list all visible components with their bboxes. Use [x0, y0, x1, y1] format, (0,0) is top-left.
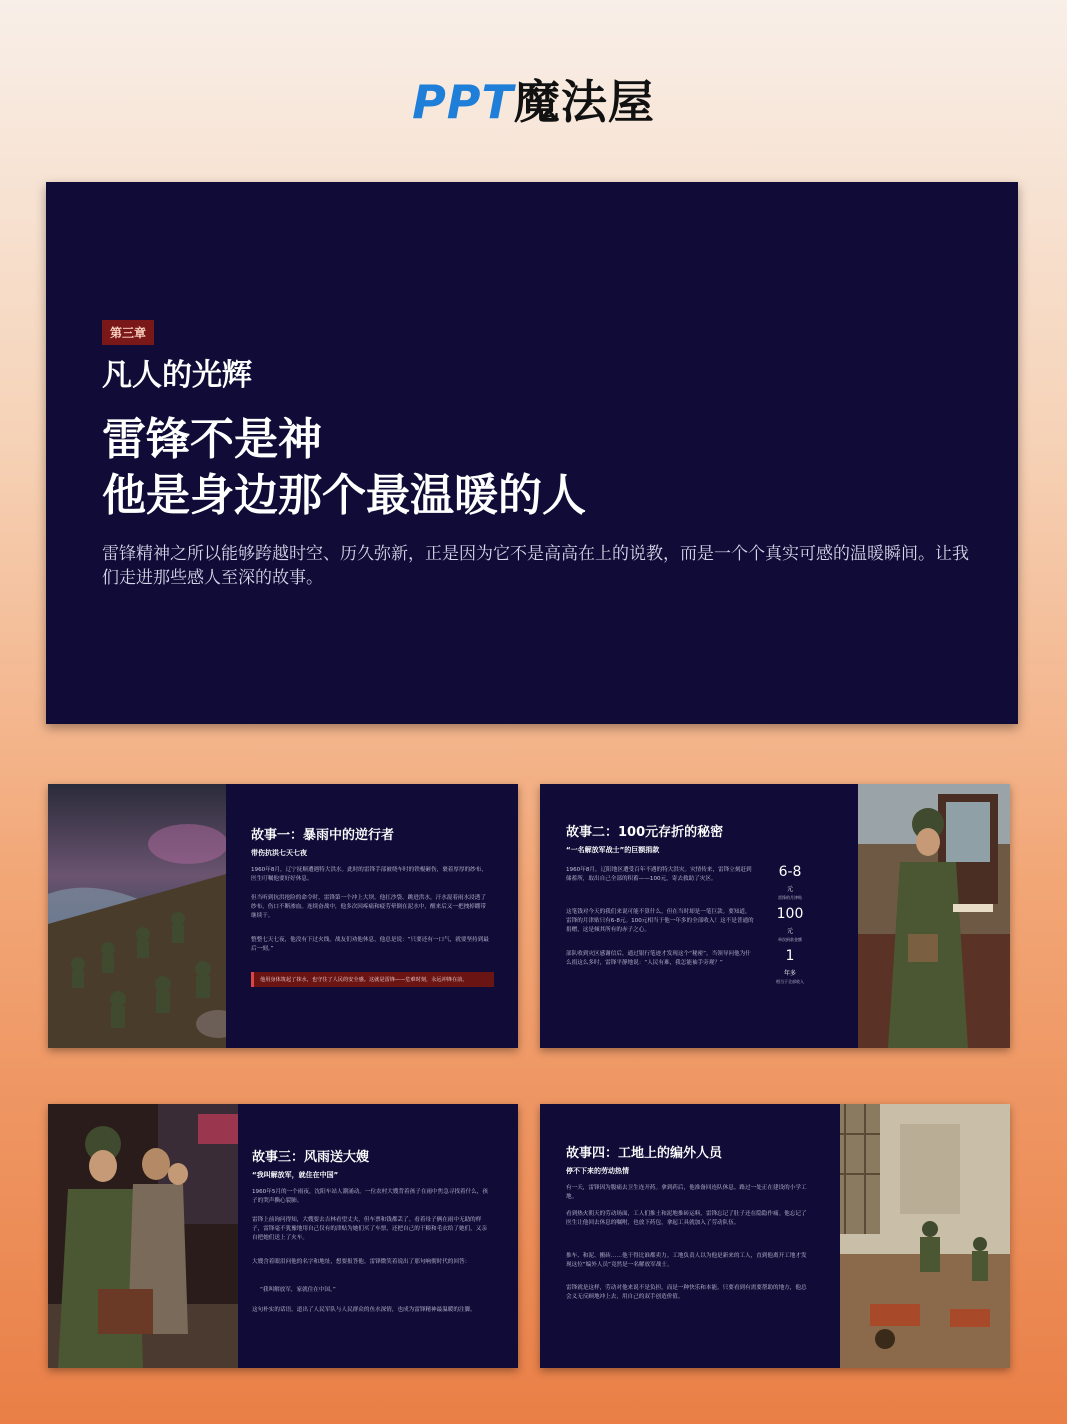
story1-image — [48, 784, 226, 1048]
story4-text — [540, 1104, 840, 1368]
story1-p3: 整整七天七夜，他没有下过火线。战友们劝他休息，他总是说：“只要还有一口气，就要坚持到最后一刻。” — [251, 937, 489, 952]
story3-title: 故事三：风雨送大嫂 — [252, 1150, 370, 1165]
hero-title-line2: 他是身边那个最温暖的人 — [102, 470, 586, 521]
story1-quote: 他用身体筑起了抹水，也守住了人民的安全感。这就是雷锋——危难时刻，永远冲锋在前。 — [251, 972, 494, 987]
logo-ppt: PPT — [412, 75, 514, 129]
stat3-label: 相当于全部收入 — [776, 979, 804, 984]
story2-text — [540, 784, 858, 1048]
hero-subtitle: 凡人的光辉 — [102, 358, 252, 393]
story3-p4: 这句朴实的话语，道出了人民军队与人民群众的鱼水深情，也成为雷锋精神最温暖的注脚。 — [252, 1307, 476, 1313]
story4-sub: 停不下来的劳动热情 — [566, 1167, 629, 1175]
hero-slide — [46, 182, 1018, 724]
story2-p1: 1960年8月，辽阳地区遭受百年不遇的特大洪灾。灾情传来，雷锋立刻赶到储蓄所，取出自己全部的积蓄——100元，寄去救助了灾区。 — [566, 867, 752, 882]
stat2-number: 100 — [776, 906, 804, 922]
story1-p2: 但当听到抗洪抢险的命令时，雷锋第一个冲上大坝。他扛沙袋、跳进洪水，汗水混着雨水浸透了纱布，伤口不断渗血。连续奋战中，他多次因疼痛和疲劳晕倒在泥水中，醒来后又一把拽掉绷带继续干。 — [251, 895, 486, 919]
story3-card — [48, 1104, 518, 1368]
story4-p4: 雷锋就是这样，劳动对他来说不是负担，而是一种快乐和本能。只要看到有需要帮助的地方，他总会义无反顾地冲上去，用自己的双手创造价值。 — [566, 1285, 807, 1300]
story1-text — [226, 784, 518, 1048]
stat1-unit: 元 — [786, 886, 793, 893]
story3-quote: “我叫解放军，家就住在中国。” — [260, 1287, 336, 1293]
story1-title: 故事一：暴雨中的逆行者 — [251, 828, 395, 843]
story2-p2: 这笔钱对今天的我们来说可能不算什么，但在当时却是一笔巨款。要知道，雷锋的月津贴只有6-8元。100元相当于他一年多的全部收入！这不是普通的捐赠，这是倾其所有的赤子之心。 — [566, 909, 754, 933]
story4-p2: 看到热火朝天的劳动场面，工人们推土和泥地推砖运料，雷锋忘记了肚子还在隐隐作痛。他忘记了医生让他回去休息的嘱咐，也放下药包，拿起工具就加入了劳动队伍。 — [566, 1211, 807, 1226]
story3-text — [238, 1104, 518, 1368]
story3-p3: 大嫂含着眼泪问他的名字和地址，想要报答他。雷锋微笑着说出了那句响彻时代的回答： — [252, 1259, 471, 1265]
stat1-number: 6-8 — [778, 864, 802, 880]
stat1-label: 雷锋的月津贴 — [778, 895, 802, 900]
chapter-badge: 第三章 — [102, 320, 154, 345]
hero-title — [102, 412, 586, 524]
story3-sub: “我叫解放军，就住在中国” — [252, 1171, 339, 1179]
stat3-number: 1 — [785, 948, 795, 964]
stat3-unit: 年多 — [783, 970, 796, 977]
story1-sub: 带伤抗洪七天七夜 — [251, 849, 307, 857]
story3-p2: 雷锋上前询问得知，大嫂要去吉林看望丈夫，但车票和钱都丢了。看着母子俩在雨中无助的样子，雷锋毫不犹豫地用自己仅有的津贴为她们买了车票，还把自己的干粮和毛衣给了她们，又亲自把她们送上了火车。 — [252, 1217, 487, 1241]
story2-image — [858, 784, 1010, 1048]
story4-title: 故事四：工地上的编外人员 — [566, 1146, 723, 1161]
story1-p1: 1960年8月，辽宁抚顺遭遇特大洪水。此时的雷锋手部被绕车时的铁棍砸伤，裹着厚厚的纱布，医生叮嘱他要好好休息。 — [251, 867, 487, 882]
story4-p1: 有一天，雷锋因为腹痛去卫生连开药。拿到药后，他准备回连队休息。路过一处正在建设的小学工地。 — [566, 1185, 807, 1200]
stat2-unit: 元 — [786, 928, 793, 935]
story2-p3: 部队收到灾区感谢信后，通过银行笔迹才发现这个“秘密”。当领导问他为什么捐这么多时，雷锋平静地说：“人民有难，我怎能袖手旁观？” — [566, 951, 751, 966]
hero-description: 雷锋精神之所以能够跨越时空、历久弥新，正是因为它不是高高在上的说教，而是一个个真实可感的温暖瞬间。让我们走进那些感人至深的故事。 — [102, 544, 969, 588]
story3-image — [48, 1104, 238, 1368]
story2-card — [540, 784, 1010, 1048]
logo — [0, 66, 1067, 132]
stat2-label: 单次捐款金额 — [778, 937, 802, 942]
story4-image — [840, 1104, 1010, 1368]
story2-title: 故事二：100元存折的秘密 — [566, 825, 724, 840]
story4-card — [540, 1104, 1010, 1368]
story3-p1: 1960年5月的一个雨夜，沈阳车站人潮涌动。一位农村大嫂背着孩子在雨中焦急寻找着什么，孩子的哭声撕心裂肺。 — [252, 1189, 488, 1204]
story1-card — [48, 784, 518, 1048]
story2-sub: “一名解放军战士”的巨额捐款 — [566, 846, 660, 854]
hero-title-line1: 雷锋不是神 — [102, 414, 322, 465]
story4-p3: 推车、和泥、搬砖……他干得比谁都卖力。工地负责人以为他是新来的工人，直到他离开工地才发现这位“编外人员”竟然是一名解放军战士。 — [566, 1253, 807, 1268]
logo-cn: 魔法屋 — [513, 75, 655, 129]
